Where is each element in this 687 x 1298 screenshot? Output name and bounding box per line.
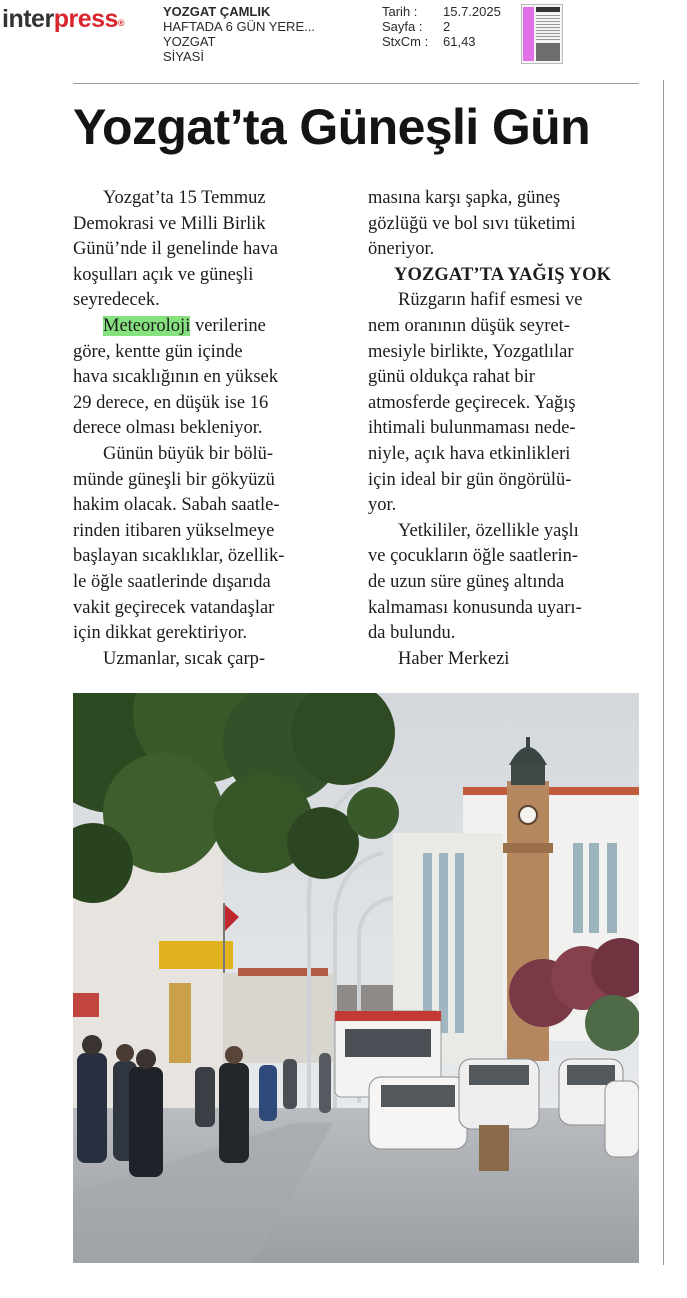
- text-line: kalmaması konusunda uyarı-: [368, 597, 582, 618]
- text-line: başlayan sıcaklıklar, özellik-: [73, 546, 285, 567]
- text-line: niyle, açık hava etkinlikleri: [368, 443, 571, 464]
- thumbnail-photo: [536, 43, 560, 61]
- article-byline: Haber Merkezi: [398, 648, 510, 669]
- article-photo: [73, 693, 639, 1263]
- publication-section: SİYASİ: [163, 49, 204, 64]
- text-line: için dikkat gerektiriyor.: [73, 623, 248, 644]
- page-thumbnail[interactable]: [521, 4, 563, 64]
- text-line: yor.: [368, 495, 397, 516]
- thumbnail-text: [536, 15, 560, 41]
- page-border: [663, 80, 664, 1265]
- article-column-right: [368, 186, 640, 672]
- interpress-logo: interpress®: [2, 5, 125, 33]
- meta-labels: [382, 4, 428, 49]
- date-label: Tarih :: [382, 4, 418, 19]
- text-line: nem oranının düşük seyret-: [368, 315, 570, 336]
- article-column-left: [73, 186, 337, 672]
- date-value: 15.7.2025: [443, 4, 501, 19]
- text-line: hava sıcaklığının en yüksek: [73, 367, 278, 388]
- thumbnail-masthead: [536, 7, 560, 12]
- bollard: [479, 1125, 509, 1171]
- text-line: Uzmanlar, sıcak çarp-: [103, 648, 266, 669]
- text-line: Rüzgarın hafif esmesi ve: [398, 290, 583, 311]
- publication-name: YOZGAT ÇAMLIK: [163, 4, 271, 19]
- text-line: ve çocukların öğle saatlerin-: [368, 546, 579, 567]
- text-line: gözlüğü ve bol sıvı tüketimi: [368, 213, 576, 234]
- text-line: derece olması bekleniyor.: [73, 418, 263, 439]
- publication-city: YOZGAT: [163, 34, 216, 49]
- publication-info: [163, 4, 315, 64]
- text-line: Günün büyük bir bölü-: [103, 443, 274, 464]
- text-line: rinden itibaren yükselmeye: [73, 520, 275, 541]
- text-line: da bulundu.: [368, 623, 456, 644]
- text-line: masına karşı şapka, güneş: [368, 188, 561, 208]
- text-line: atmosferde geçirecek. Yağış: [368, 392, 576, 413]
- text-line: vakit geçirecek vatandaşlar: [73, 597, 275, 618]
- text-line: Yozgat’ta 15 Temmuz: [103, 188, 266, 208]
- highlighted-keyword: Meteoroloji: [103, 315, 191, 336]
- meta-values: [443, 4, 501, 49]
- text-line: 29 derece, en düşük ise 16: [73, 392, 269, 413]
- text-line: Günü’nde il genelinde hava: [73, 239, 278, 260]
- flag-pole: [223, 903, 225, 973]
- street-scene-illustration: [73, 693, 639, 1263]
- text-line: de uzun süre güneş altında: [368, 571, 565, 592]
- text-line: Demokrasi ve Milli Birlik: [73, 213, 266, 234]
- text-line: münde güneşli bir gökyüzü: [73, 469, 275, 490]
- text-line: göre, kentte gün içinde: [73, 341, 243, 362]
- page-label: Sayfa :: [382, 19, 423, 34]
- text-line: Yetkililer, özellikle yaşlı: [398, 520, 579, 541]
- text-line: mesiyle birlikte, Yozgatlılar: [368, 341, 574, 362]
- text-line: seyredecek.: [73, 290, 160, 311]
- thumbnail-highlight: [523, 7, 534, 61]
- page-value: 2: [443, 19, 451, 34]
- text-line: koşulları açık ve güneşli: [73, 264, 254, 285]
- text-line: için ideal bir gün öngörülü-: [368, 469, 572, 490]
- publication-frequency: HAFTADA 6 GÜN YERE...: [163, 19, 315, 34]
- subheading: YOZGAT’TA YAĞIŞ YOK: [394, 264, 612, 285]
- text-line: öneriyor.: [368, 239, 435, 260]
- stxcm-value: 61,43: [443, 34, 476, 49]
- text-line: ihtimali bulunmaması nede-: [368, 418, 576, 439]
- article-headline: Yozgat’ta Güneşli Gün: [73, 99, 591, 155]
- text-line: le öğle saatlerinde dışarıda: [73, 571, 271, 592]
- text-fragment: verilerine: [190, 315, 266, 336]
- stxcm-label: StxCm :: [382, 34, 429, 49]
- text-line: günü oldukça rahat bir: [368, 367, 535, 388]
- text-line: [73, 314, 337, 340]
- text-line: hakim olacak. Sabah saatle-: [73, 495, 280, 516]
- header-divider: [73, 83, 639, 84]
